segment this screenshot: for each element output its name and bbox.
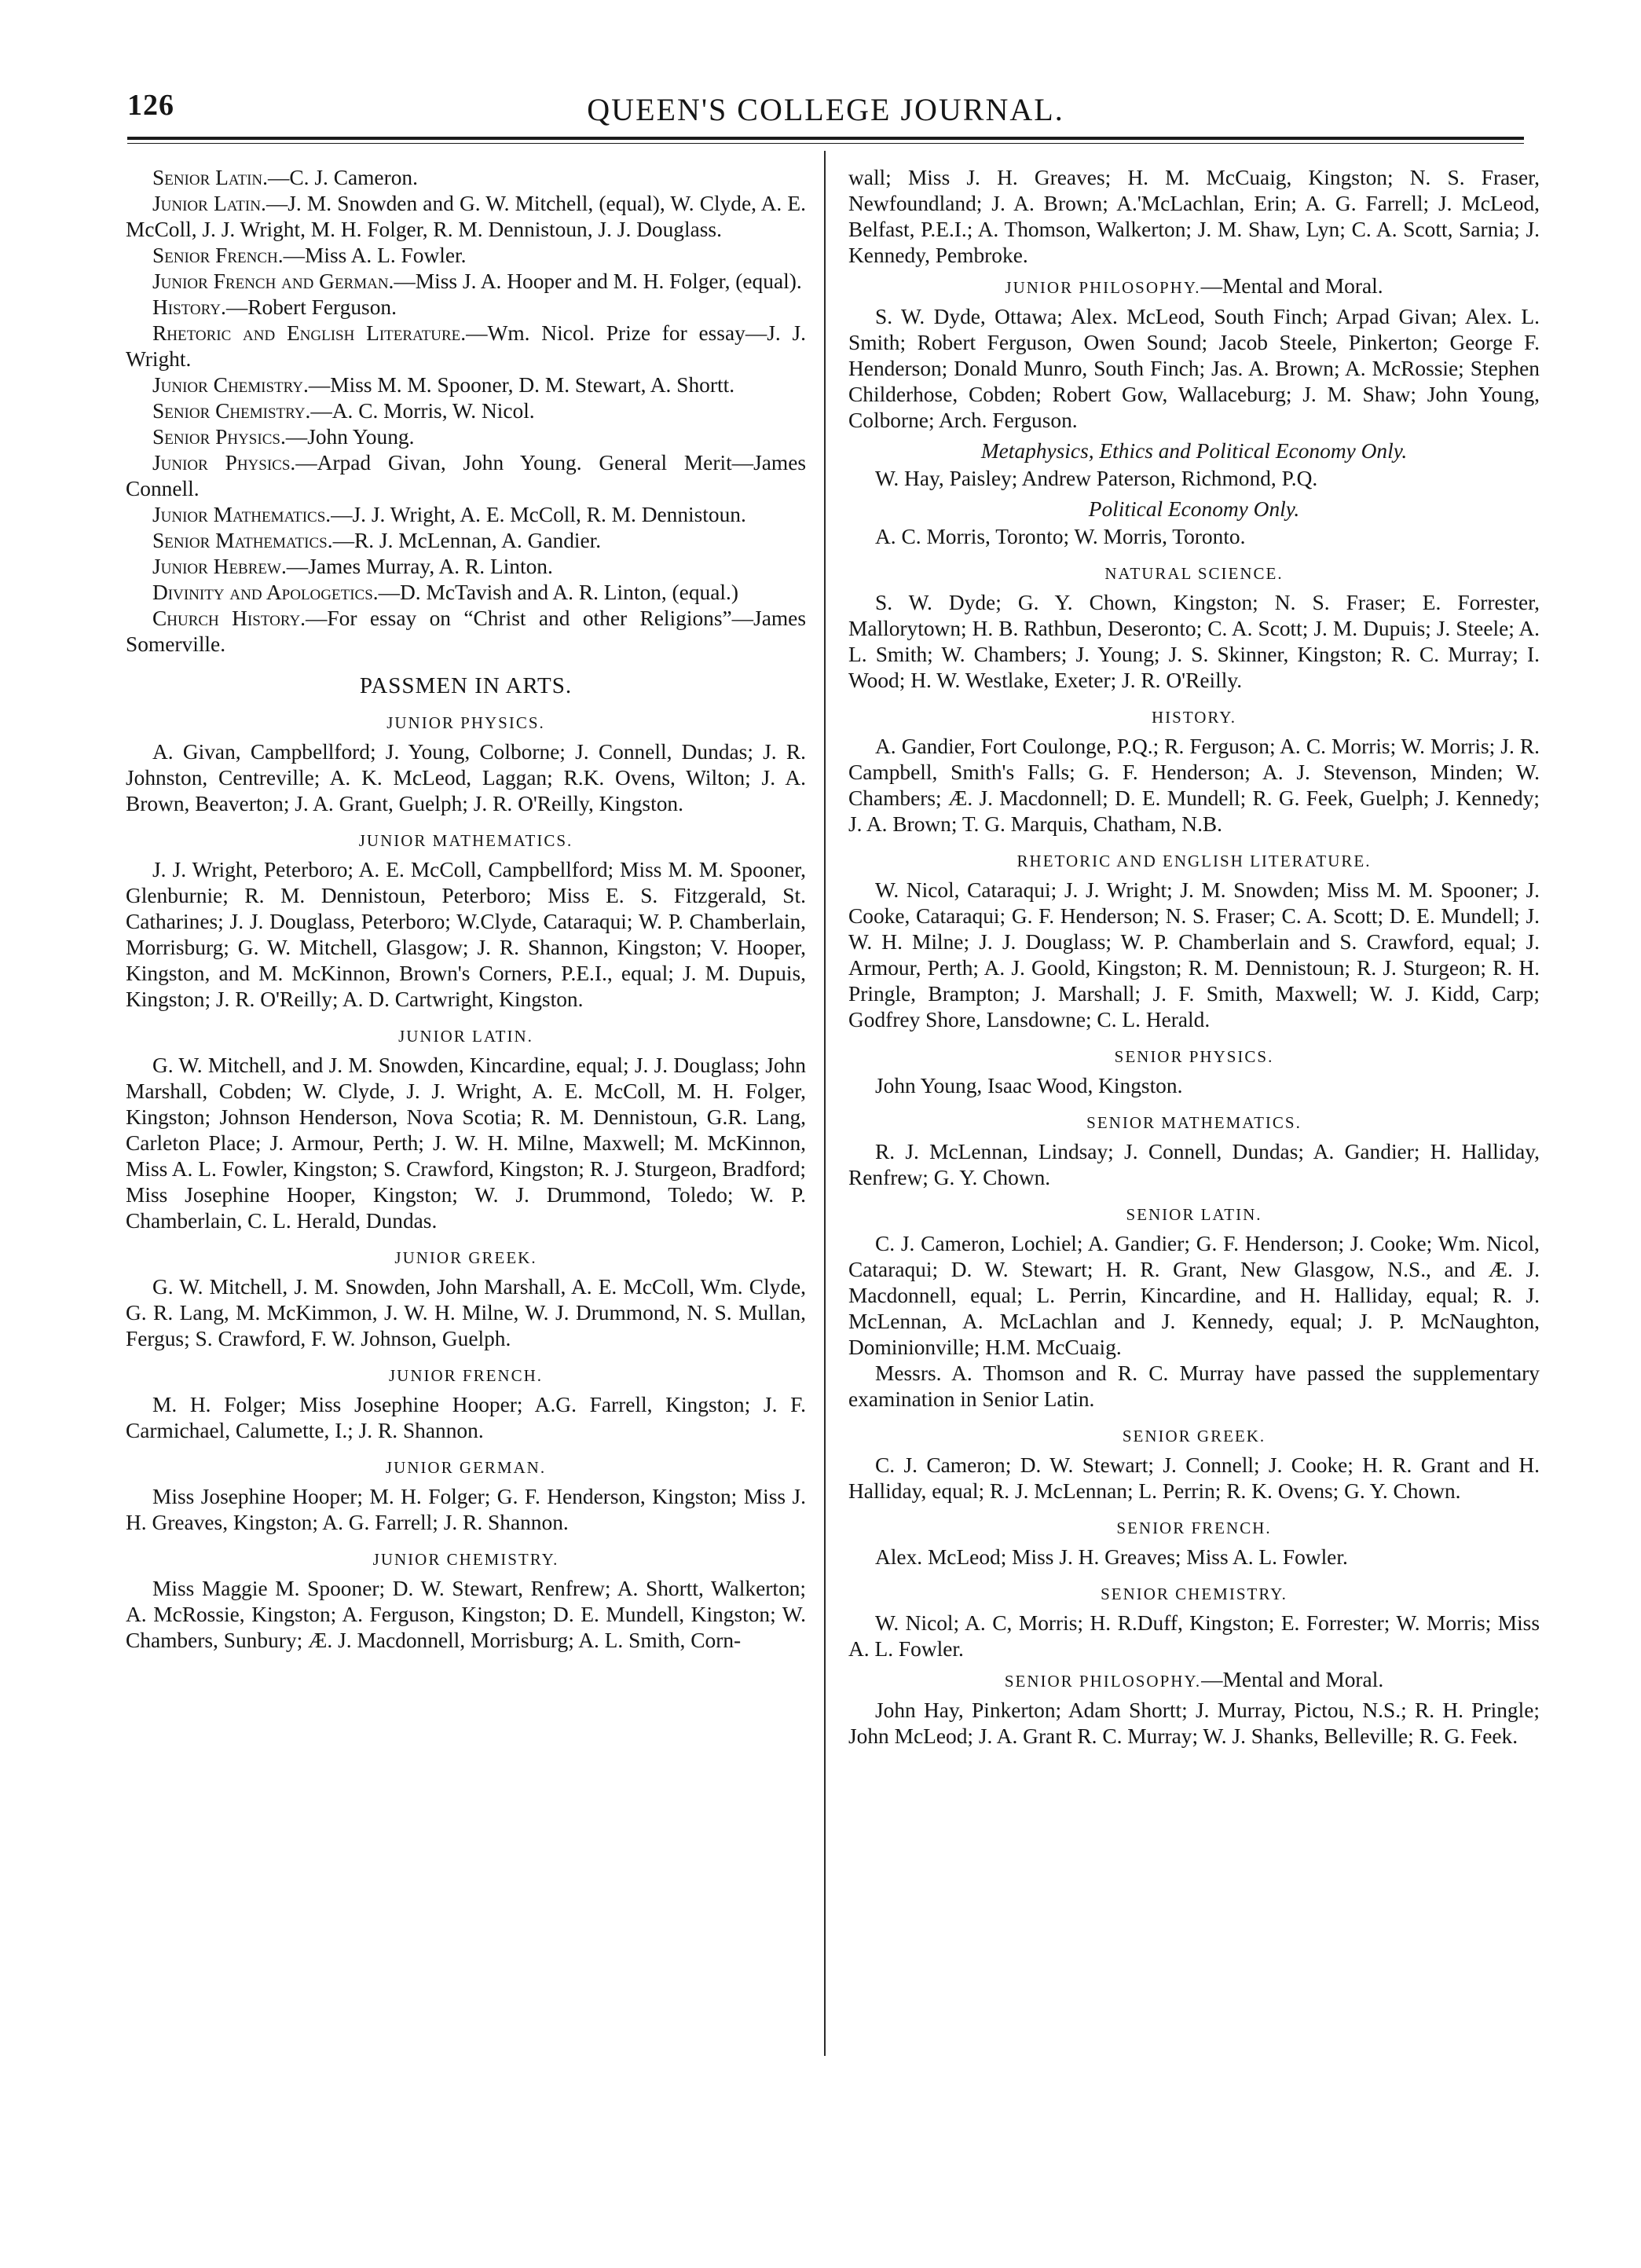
junior-philosophy-heading [848,273,1540,301]
section-heading: JUNIOR LATIN. [398,1027,533,1046]
right-column [848,165,1540,1750]
prize-text: —John Young. [285,425,415,449]
section-text: J. J. Wright, Peterboro; A. E. McColl, Campbellford; Miss M. M. Spooner, Glenburnie; R. M. Dennistoun, Peterboro; Miss E. S. Fitzgerald, St. Catharines; J. J. Douglass, Peterboro; W.Clyde, Cataraqui; W. P. Chamberlain, Morrisburg; G. W. Mitchell, Glasgow; J. R. Shannon, Kingston; V. Hooper, Kingston, and M. McKinnon, Brown's Corners, P.E.I., equal; J. M. Dupuis, Kingston; J. R. O'Reilly; A. D. Cartwright, Kingston. [126,858,806,1011]
section-heading-label: SENIOR PHILOSOPHY. [1004,1672,1202,1691]
section-text: John Hay, Pinkerton; Adam Shortt; J. Murray, Pictou, N.S.; R. H. Pringle; John McLeod; J. A. Grant R. C. Murray; W. J. Shanks, Belleville; R. G. Feek. [848,1698,1540,1748]
section-heading: JUNIOR GERMAN. [385,1458,547,1477]
journal-title: QUEEN'S COLLEGE JOURNAL. [587,92,1064,127]
prize-entry [126,580,806,606]
prize-label: History. [152,295,226,319]
prize-entry [126,554,806,580]
section-heading: JUNIOR PHYSICS. [386,713,545,732]
prize-entry [126,191,806,243]
prize-text: —R. J. McLennan, A. Gandier. [332,529,602,552]
prize-text: —D. McTavish and A. R. Linton, (equal.) [378,581,738,604]
section-heading: NATURAL SCIENCE. [1104,564,1284,583]
prize-label: Junior Physics. [152,451,296,474]
metaphysics-heading: Metaphysics, Ethics and Political Economy Only. [980,439,1408,463]
section-heading: JUNIOR MATHEMATICS. [358,831,573,850]
prize-label: Rhetoric and English Literature. [152,321,467,345]
prize-text: —Arpad Givan, John Young. General Merit—James Connell. [126,451,807,500]
prize-label: Senior Physics. [152,425,286,449]
prize-text: —Miss J. A. Hooper and M. H. Folger, (equal). [394,269,802,293]
section-heading: SENIOR PHYSICS. [1114,1047,1274,1066]
prize-entry [126,398,806,424]
section-text: C. J. Cameron; D. W. Stewart; J. Connell; J. Cooke; H. R. Grant and H. Halliday, equal; R. J. McLennan; L. Perrin; R. K. Ovens; G. Y. Chown. [848,1453,1540,1503]
prize-text: —J. M. Snowden and G. W. Mitchell, (equal), W. Clyde, A. E. McColl, J. J. Wright, M. H. Folger, R. M. Dennistoun, J. J. Douglass. [126,192,806,241]
prize-entry [126,606,806,658]
header-rule-thin [127,143,1524,144]
prize-label: Senior Latin. [152,166,268,189]
section-text: Miss Maggie M. Spooner; D. W. Stewart, Renfrew; A. Shortt, Walkerton; A. McRossie, Kingston; A. Ferguson, Kingston; D. E. Mundell, Kingston; W. Chambers, Sunbury; Æ. J. Macdonnell, Morrisburg; A. L. Smith, Corn- [126,1577,806,1652]
prize-entry [126,372,806,398]
prize-label: Senior Mathematics. [152,529,333,552]
section-heading: JUNIOR FRENCH. [388,1366,544,1385]
section-text: W. Hay, Paisley; Andrew Paterson, Richmond, P.Q. [875,467,1318,490]
prize-label: Junior French and German. [152,269,394,293]
prize-text: —C. J. Cameron. [267,166,418,189]
continued-text: wall; Miss J. H. Greaves; H. M. McCuaig, Kingston; N. S. Fraser, Newfoundland; J. A. Brown; A.'McLachlan, Erin; A. G. Farrell; J. McLeod, Belfast, P.E.I.; A. Thomson, Walkerton; J. M. Shaw, Lyn; C. A. Scott, Sarnia; J. Kennedy, Pembroke. [848,166,1540,267]
prize-label: Junior Hebrew. [152,555,287,578]
section-heading: SENIOR LATIN. [1126,1205,1262,1224]
senior-philosophy-heading [848,1667,1540,1695]
prize-text: —James Murray, A. R. Linton. [286,555,553,578]
section-heading: SENIOR MATHEMATICS. [1086,1113,1302,1132]
prize-entry [126,165,806,191]
page-header [127,88,1524,135]
section-text: R. J. McLennan, Lindsay; J. Connell, Dundas; A. Gandier; H. Halliday, Renfrew; G. Y. Chown. [848,1140,1540,1189]
prize-entry [126,295,806,321]
section-heading: SENIOR GREEK. [1122,1427,1266,1445]
section-text: A. Givan, Campbellford; J. Young, Colborne; J. Connell, Dundas; J. R. Johnston, Centreville; A. K. McLeod, Laggan; R.K. Ovens, Wilton; J. A. Brown, Beaverton; J. A. Grant, Guelph; J. R. O'Reilly, Kingston. [126,740,806,815]
section-text: G. W. Mitchell, J. M. Snowden, John Marshall, A. E. McColl, Wm. Clyde, G. R. Lang, M. McKimmon, J. W. H. Milne, W. J. Drummond, N. S. Mullan, Fergus; S. Crawford, F. W. Johnson, Guelph. [126,1275,806,1350]
section-text: W. Nicol, Cataraqui; J. J. Wright; J. M. Snowden; Miss M. M. Spooner; J. Cooke, Cataraqui; G. F. Henderson; N. S. Fraser; C. A. Scott; D. E. Mundell; J. W. H. Milne; J. J. Douglass; W. P. Chamberlain and S. Crawford, equal; J. Armour, Perth; A. J. Goold, Kingston; R. M. Dennistoun; R. J. Sturgeon; R. H. Pringle, Brampton; J. Marshall; J. F. Smith, Maxwell; W. J. Kidd, Carp; Godfrey Shore, Lansdowne; C. L. Herald. [848,878,1540,1031]
section-text: S. W. Dyde, Ottawa; Alex. McLeod, South Finch; Arpad Givan; Alex. L. Smith; Robert Ferguson, Owen Sound; Jacob Steele, Pinkerton; George F. Henderson; Donald Munro, South Finch; Jas. A. Brown; A. McRossie; Stephen Childerhose, Cobden; Robert Gow, Wallaceburg; J. M. Shaw; John Young, Colborne; Arch. Ferguson. [848,305,1540,432]
header-rule-thick [127,137,1524,140]
prize-label: Divinity and Apologetics. [152,581,379,604]
prize-entry [126,243,806,269]
prize-entry [126,502,806,528]
prize-text: —Miss A. L. Fowler. [283,244,467,267]
section-text: Miss Josephine Hooper; M. H. Folger; G. F. Henderson, Kingston; Miss J. H. Greaves, Kingston; A. G. Farrell; J. R. Shannon. [126,1485,806,1534]
prize-entry [126,528,806,554]
section-heading-suffix: —Mental and Moral. [1201,1668,1384,1691]
prize-entry [126,450,806,502]
prize-text: —For essay on “Christ and other Religions”—James Somerville. [126,606,806,656]
section-text: A. Gandier, Fort Coulonge, P.Q.; R. Ferguson; A. C. Morris; W. Morris; J. R. Campbell, Smith's Falls; G. F. Henderson; A. J. Stevenson, Minden; W. Chambers; Æ. J. Macdonnell; D. E. Mundell; R. G. Feek, Guelph; J. Kennedy; J. A. Brown; T. G. Marquis, Chatham, N.B. [848,735,1540,836]
prize-list [126,165,806,658]
prize-entry [126,269,806,295]
page-number: 126 [127,89,174,122]
prize-text: —Robert Ferguson. [225,295,397,319]
prize-label: Junior Chemistry. [152,373,309,397]
prize-label: Senior French. [152,244,284,267]
section-text: M. H. Folger; Miss Josephine Hooper; A.G. Farrell, Kingston; J. F. Carmichael, Calumette, I.; J. R. Shannon. [126,1393,806,1442]
section-text: A. C. Morris, Toronto; W. Morris, Toronto. [875,525,1246,548]
section-text: G. W. Mitchell, and J. M. Snowden, Kincardine, equal; J. J. Douglass; John Marshall, Cobden; W. Clyde, J. J. Wright, A. E. McColl, M. H. Folger, Kingston; Johnson Henderson, Nova Scotia; R. M. Dennistoun, G.R. Lang, Carleton Place; J. Armour, Perth; J. W. H. Milne, Maxwell; M. McKinnon, Miss A. L. Fowler, Kingston; S. Crawford, Kingston; R. J. Sturgeon, Bradford; Miss Josephine Hooper, Kingston; W. J. Drummond, Toledo; W. P. Chamberlain, C. L. Herald, Dundas. [126,1053,806,1233]
prize-entry [126,321,806,372]
left-column [126,165,806,1654]
prize-label: Junior Latin. [152,192,266,215]
section-heading: RHETORIC AND ENGLISH LITERATURE. [1016,852,1372,870]
section-text: S. W. Dyde; G. Y. Chown, Kingston; N. S. Fraser; E. Forrester, Mallorytown; H. B. Rathbun, Deseronto; C. A. Scott; J. M. Dupuis; J. Steele; A. L. Smith; W. Chambers; J. Young; J. S. Skinner, Kingston; R. C. Murray; I. Wood; H. W. Westlake, Exeter; J. R. O'Reilly. [848,591,1540,692]
section-text: Alex. McLeod; Miss J. H. Greaves; Miss A. L. Fowler. [875,1545,1348,1569]
prize-label: Junior Mathematics. [152,503,331,526]
prize-entry [126,424,806,450]
section-text: W. Nicol; A. C, Morris; H. R.Duff, Kingston; E. Forrester; W. Morris; Miss A. L. Fowler. [848,1611,1540,1661]
prize-text: —Wm. Nicol. Prize for essay—J. J. Wright. [126,321,806,371]
passmen-heading: PASSMEN IN ARTS. [359,673,573,698]
section-text: C. J. Cameron, Lochiel; A. Gandier; G. F. Henderson; J. Cooke; Wm. Nicol, Cataraqui; D. W. Stewart; H. R. Grant, New Glasgow, N.S., and Æ. J. Macdonnell, equal; L. Perrin, Kincardine, and H. Halliday, equal; R. J. McLennan, A. McLachlan and J. Kennedy, equal; J. P. McNaughton, Dominionville; H.M. McCuaig. [848,1232,1540,1359]
section-text: John Young, Isaac Wood, Kingston. [875,1074,1183,1097]
prize-text: —J. J. Wright, A. E. McColl, R. M. Dennistoun. [331,503,746,526]
section-heading: JUNIOR GREEK. [394,1248,537,1267]
section-note: Messrs. A. Thomson and R. C. Murray have passed the supplementary examination in Senior Latin. [848,1361,1540,1411]
prize-text: —Miss M. M. Spooner, D. M. Stewart, A. Shortt. [308,373,735,397]
section-heading: JUNIOR CHEMISTRY. [372,1550,559,1569]
section-heading: SENIOR CHEMISTRY. [1101,1585,1288,1603]
section-heading-suffix: —Mental and Moral. [1200,274,1383,298]
prize-label: Senior Chemistry. [152,399,311,423]
section-heading: SENIOR FRENCH. [1116,1519,1272,1537]
prize-text: —A. C. Morris, W. Nicol. [310,399,535,423]
section-heading-label: JUNIOR PHILOSOPHY. [1005,278,1201,297]
column-divider [824,151,826,2056]
section-heading: HISTORY. [1151,708,1236,727]
prize-label: Church History. [152,606,306,630]
political-economy-heading: Political Economy Only. [1088,497,1300,521]
